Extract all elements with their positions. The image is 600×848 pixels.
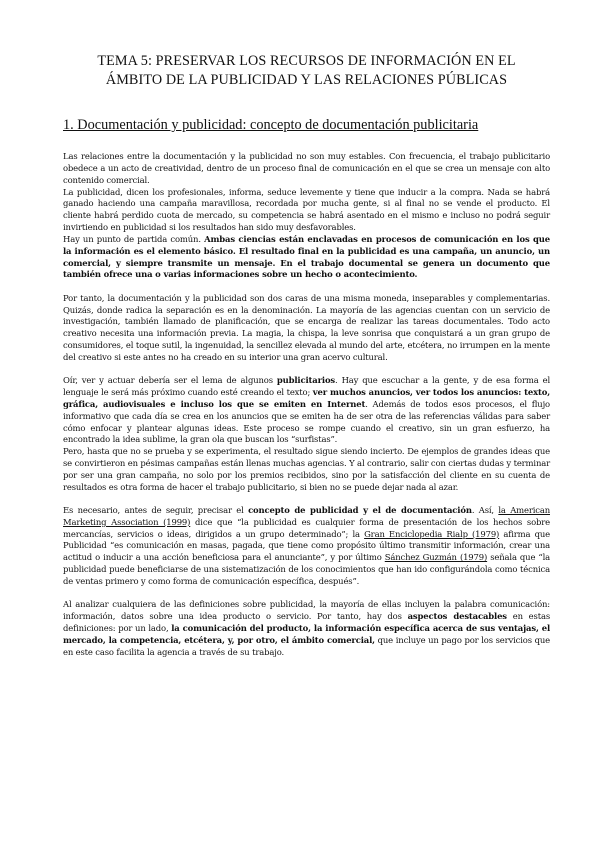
paragraph-7-e: dice que “la publicidad es cualquier forma de presentación de los hechos sobre mercancías, servicios o ideas, dirigidos a un grupo determinado”; la [63, 516, 550, 539]
paragraph-3-intro: Hay un punto de partida común. [63, 233, 205, 244]
citation-sanchez-guzman: Sánchez Guzmán (1979) [384, 552, 488, 563]
title-line-1: TEMA 5: PRESERVAR LOS RECURSOS DE INFORMACIÓN EN EL [97, 53, 516, 69]
document-title [63, 52, 550, 90]
paragraph-2: La publicidad, dicen los profesionales, informa, seduce levemente y tiene que inducir a la compra. Nada se habrá ganado haciendo una campaña maravillosa, recordada por mucha gente, si al final no se vende el producto. El cliente habrá perdido cuota de mercado, su competencia se habrá asentado en el mismo e incluso no podrá seguir invirtiendo en publicidad si los resultados han sido muy desfavorables. [63, 186, 550, 233]
paragraph-5-c: . Hay que escuchar a la gente, y de esa forma el lenguaje le será más próximo cuando esté creando el texto; [63, 375, 550, 397]
citation-rialp: Gran Enciclopedia Rialp (1979) [364, 528, 500, 539]
paragraph-5-d: ver muchos anuncios, ver todos los anuncios: texto, gráfica, audiovisuales e incluso los que se emiten en Internet [63, 386, 550, 409]
paragraph-8-a: Al analizar cualquiera de las definiciones sobre publicidad, la mayoría de ellas incluyen la palabra comunicación: información, datos sobre una idea producto o servicio. Por tanto, hay dos [63, 599, 550, 622]
paragraph-7-b: concepto de publicidad y el de documentación [248, 504, 472, 515]
paragraph-7-c: . Así, [471, 504, 499, 515]
paragraph-8 [63, 599, 550, 658]
paragraph-5-a: Oír, ver y actuar debería ser el lema de algunos [63, 375, 277, 386]
paragraph-5-e: . Además de todos esos procesos, el flujo informativo que cada día se crea en los anuncios que se emiten ha de ser otra de las referencias válidas para saber cómo enfocar y plantear algunas ideas. Este proceso se rompe cuando el creativo, sin un gran esfuerzo, ha encontrado la idea sublime, la gran ola que buscan los “surfistas”. [63, 398, 550, 445]
paragraph-3-bold: Ambas ciencias están enclavadas en procesos de comunicación en los que la información es el elemento básico. El resultado final en la publicidad es una campaña, un anuncio, un comercial, y siempre transmite un mensaje. En el trabajo documental se genera un documento que también ofrece una o varias informaciones sobre un hecho o acontecimiento. [63, 233, 550, 280]
paragraph-7-a: Es necesario, antes de seguir, precisar el [63, 504, 249, 515]
paragraph-8-b: aspectos destacables [407, 611, 507, 622]
section-heading: 1. Documentación y publicidad: concepto de documentación publicitaria [63, 117, 479, 133]
paragraph-5-b: publicitarios [276, 375, 336, 386]
paragraph-3 [63, 234, 550, 281]
paragraph-8-e: que incluye un pago por los servicios que en este caso facilita la agencia a través de su trabajo. [63, 634, 550, 657]
paragraph-7-i: señala que “la publicidad puede beneficiarse de una sistematización de los conocimientos que han ido configurándola como técnica de ventas primero y como forma de comunicación específica, después”. [63, 552, 550, 587]
paragraph-6: Pero, hasta que no se prueba y se experimenta, el resultado sigue siendo incierto. De ejemplos de grandes ideas que se convirtieron en pésimas campañas están llenas muchas agencias. Y al contrario, salir con ciertas dudas y terminar por ser una gran campaña, no solo por los premios recibidos, sino por la satisfacción del cliente en su cuenta de resultados es otra forma de hacer el trabajo publicitario, si bien no se puede dejar nada al azar. [63, 446, 550, 492]
paragraph-1: Las relaciones entre la documentación y la publicidad no son muy estables. Con frecuencia, el trabajo publicitario obedece a un acto de creatividad, dentro de un proceso final de comunicación en el que se crea un mensaje con alto contenido comercial. [63, 151, 550, 185]
citation-ama: la American Marketing Association (1999) [63, 504, 550, 527]
paragraph-7-g: afirma que Publicidad “es comunicación en masas, pagada, que tiene como propósito último transmitir información, crear una actitud o inducir a una acción beneficiosa para el anunciante”, y por último [63, 528, 550, 563]
paragraph-8-d: la comunicación del producto, la información específica acerca de sus ventajas, el mercado, la competencia, etcétera, y, por otro, el ámbito comercial, [63, 622, 550, 645]
paragraph-8-c: en estas definiciones: por un lado, [63, 611, 551, 633]
paragraph-5 [63, 375, 550, 446]
paragraph-7 [63, 505, 550, 588]
paragraph-4: Por tanto, la documentación y la publicidad son dos caras de una misma moneda, inseparables y complementarias. Quizás, donde radica la separación es en la denominación. La mayoría de las agencias cuentan con un servicio de investigación, también llamado de planificación, que se encarga de realizar las tareas documentales. Todo acto creativo necesita una información previa. La magia, la chispa, la leve sonrisa que conquistará a un gran grupo de consumidores, el toque sutil, la ingenuidad, la sencillez elevada al mundo del arte, etcétera, no irrumpen en la mente del creativo si este antes no ha creado en su interior una gran acervo cultural. [63, 292, 550, 362]
title-line-2: ÁMBITO DE LA PUBLICIDAD Y LAS RELACIONES PÚBLICAS [105, 72, 508, 88]
